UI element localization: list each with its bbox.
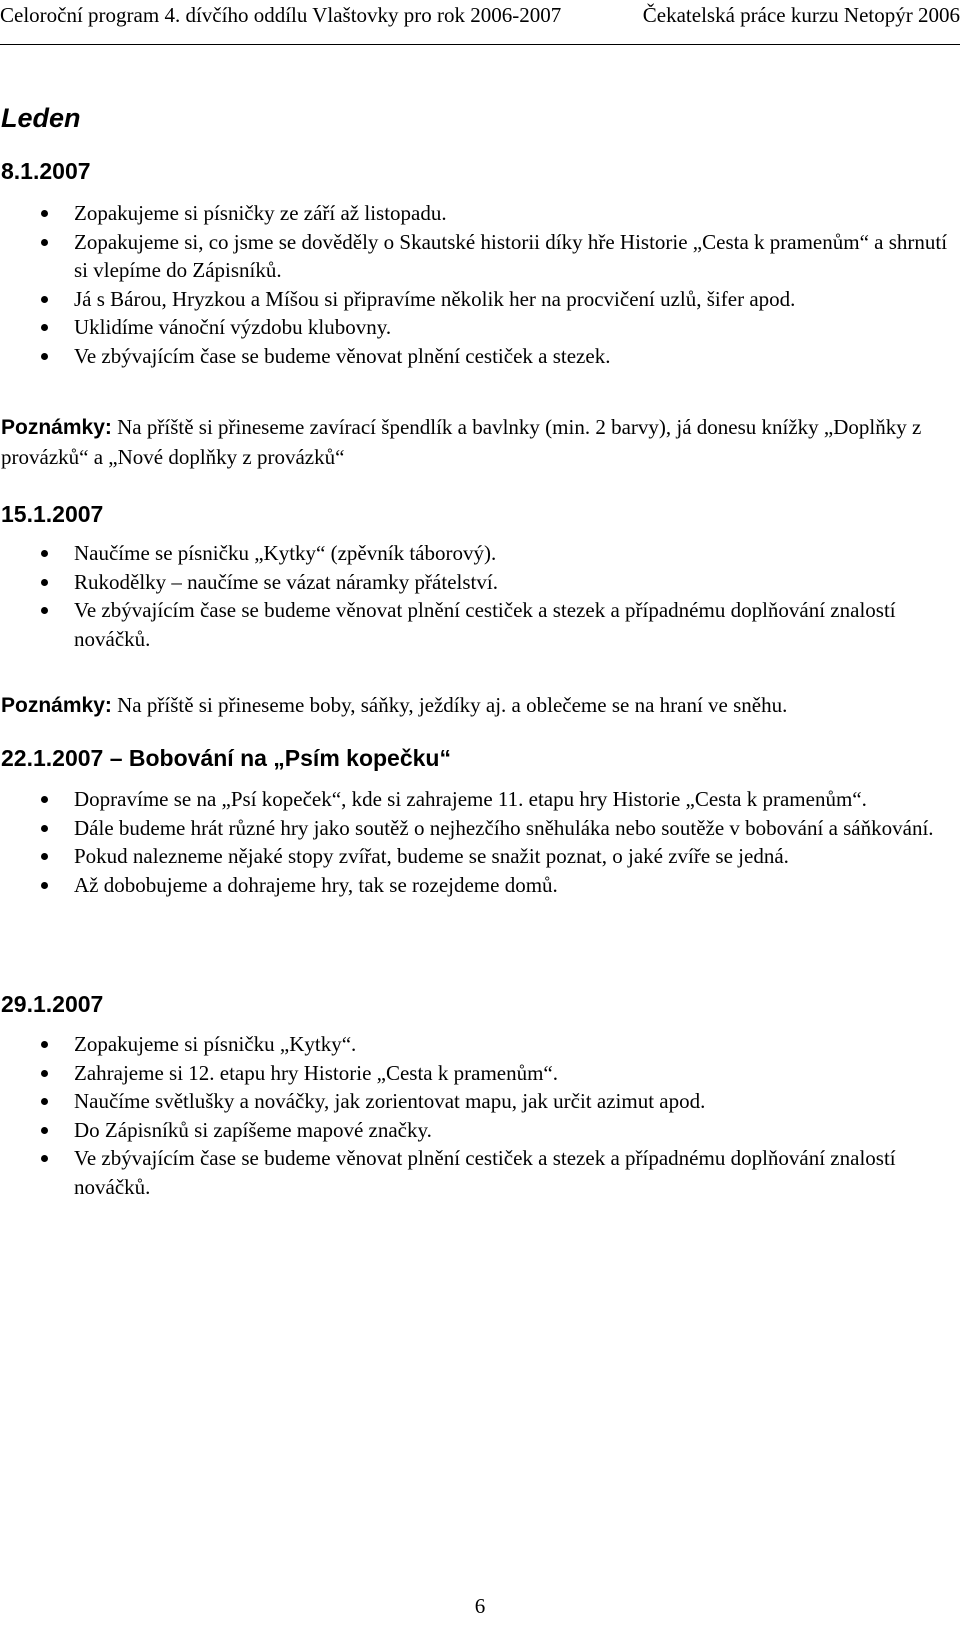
- bullet-icon: [41, 796, 48, 803]
- list-item-text: Až dobobujeme a dohrajeme hry, tak se rozejdeme domů.: [74, 872, 558, 897]
- list-item: [74, 1087, 954, 1116]
- list-item: [74, 228, 954, 285]
- list-item: [74, 1059, 954, 1088]
- page-number: 6: [474, 1594, 486, 1618]
- bullet-list: [74, 199, 954, 370]
- bullet-icon: [41, 607, 48, 614]
- list-item-text: Rukodělky – naučíme se vázat náramky přátelství.: [74, 569, 498, 594]
- bullet-icon: [41, 1098, 48, 1105]
- section-date: 15.1.2007: [1, 501, 104, 527]
- bullet-icon: [41, 825, 48, 832]
- list-item: [74, 1144, 954, 1201]
- note-paragraph: [1, 691, 954, 721]
- list-item-text: Naučíme světlušky a nováčky, jak zorientovat mapu, jak určit azimut apod.: [74, 1089, 706, 1113]
- list-item: [74, 568, 954, 597]
- list-item-text: Zopakujeme si, co jsme se dověděly o Skautské historii díky hře Historie „Cesta k pramenům“ a shrnutí si vlepíme do Zápisníků.: [74, 229, 948, 282]
- list-item: [74, 596, 954, 653]
- bullet-icon: [41, 210, 48, 217]
- list-item: [74, 313, 954, 342]
- list-item: [74, 1030, 954, 1059]
- bullet-icon: [41, 296, 48, 303]
- list-item: [74, 871, 954, 900]
- list-item: [74, 785, 954, 814]
- list-item-text: Ve zbývajícím čase se budeme věnovat plnění cestiček a stezek a případnému doplňování znalostí nováčků.: [74, 1146, 896, 1199]
- list-item: [74, 342, 954, 371]
- bullet-icon: [41, 1070, 48, 1077]
- list-item-text: Zopakujeme si písničky ze září až listopadu.: [74, 201, 447, 225]
- bullet-icon: [41, 579, 48, 586]
- list-item-text: Ve zbývajícím čase se budeme věnovat plnění cestiček a stezek a případnému doplňování znalostí nováčků.: [74, 598, 896, 651]
- section-date: 29.1.2007: [1, 991, 104, 1017]
- note-label: Poznámky:: [1, 416, 112, 439]
- list-item: [74, 814, 954, 843]
- month-heading: Leden: [1, 103, 81, 133]
- page-header: [0, 0, 960, 45]
- list-item: [74, 199, 954, 228]
- bullet-icon: [41, 1127, 48, 1134]
- bullet-icon: [41, 239, 48, 246]
- section-date: 8.1.2007: [1, 158, 91, 184]
- bullet-icon: [41, 882, 48, 889]
- bullet-icon: [41, 550, 48, 557]
- list-item: [74, 842, 954, 871]
- note-label: Poznámky:: [1, 694, 112, 717]
- section-date: 22.1.2007 – Bobování na „Psím kopečku“: [1, 745, 451, 771]
- list-item-text: Já s Bárou, Hryzkou a Míšou si připravíme několik her na procvičení uzlů, šifer apod.: [74, 286, 796, 311]
- header-left-title: Celoroční program 4. dívčího oddílu Vlaštovky pro rok 2006-2007: [0, 3, 562, 27]
- list-item: [74, 285, 954, 314]
- bullet-icon: [41, 853, 48, 860]
- bullet-icon: [41, 324, 48, 331]
- list-item-text: Do Zápisníků si zapíšeme mapové značky.: [74, 1117, 432, 1142]
- list-item-text: Dále budeme hrát různé hry jako soutěž o nejhezčího sněhuláka nebo soutěže v bobování a sáňkování.: [74, 815, 934, 840]
- note-text: Na příště si přineseme boby, sáňky, ježdíky aj. a oblečeme se na hraní ve sněhu.: [111, 693, 788, 717]
- bullet-icon: [41, 353, 48, 360]
- note-paragraph: [1, 413, 954, 471]
- list-item-text: Zopakujeme si písničku „Kytky“.: [74, 1032, 357, 1056]
- bullet-list: [74, 539, 954, 653]
- bullet-icon: [41, 1041, 48, 1048]
- list-item-text: Pokud nalezneme nějaké stopy zvířat, budeme se snažit poznat, o jaké zvíře se jedná.: [74, 844, 789, 868]
- bullet-icon: [41, 1155, 48, 1162]
- list-item-text: Dopravíme se na „Psí kopeček“, kde si zahrajeme 11. etapu hry Historie „Cesta k pramenům“.: [74, 787, 867, 811]
- list-item-text: Naučíme se písničku „Kytky“ (zpěvník táborový).: [74, 541, 497, 565]
- list-item-text: Uklidíme vánoční výzdobu klubovny.: [74, 315, 392, 339]
- note-text: Na příště si přineseme zavírací špendlík a bavlnky (min. 2 barvy), já donesu knížky „Doplňky z provázků“ a „Nové doplňky z provázků“: [1, 415, 922, 469]
- bullet-list: [74, 785, 954, 899]
- list-item-text: Ve zbývajícím čase se budeme věnovat plnění cestiček a stezek.: [74, 343, 611, 368]
- list-item: [74, 1116, 954, 1145]
- bullet-list: [74, 1030, 954, 1201]
- list-item: [74, 539, 954, 568]
- list-item-text: Zahrajeme si 12. etapu hry Historie „Cesta k pramenům“.: [74, 1060, 559, 1085]
- header-right-title: Čekatelská práce kurzu Netopýr 2006: [642, 3, 960, 27]
